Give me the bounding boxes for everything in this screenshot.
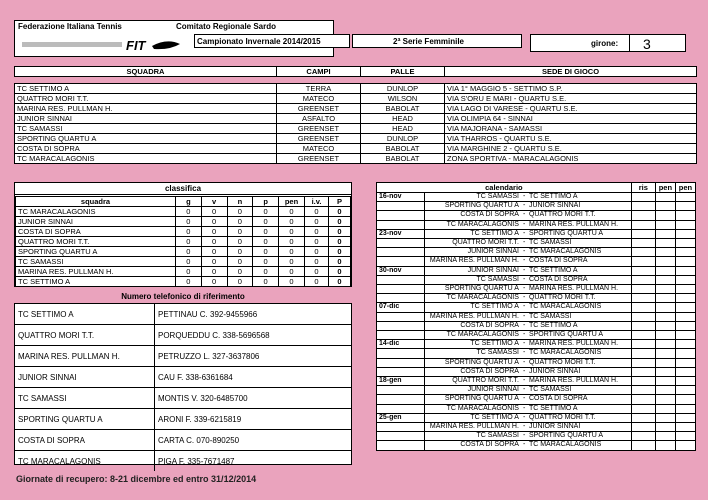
- pen-cell: [675, 211, 695, 220]
- home-team: TC SAMASSI: [425, 193, 521, 202]
- result-cell: [631, 294, 655, 303]
- away-team: MARINA RES. PULLMAN H.: [527, 220, 631, 229]
- calendar-row: [377, 367, 696, 376]
- result-cell: [631, 413, 655, 422]
- pen-cell: [655, 193, 675, 202]
- calendar-row: [377, 395, 696, 404]
- result-cell: [631, 202, 655, 211]
- home-team: TC SETTIMO A: [425, 303, 521, 312]
- pen-cell: [655, 321, 675, 330]
- separator: -: [522, 294, 526, 302]
- phone-row: JUNIOR SINNAI CAU F. 338-6361684: [15, 366, 351, 387]
- calendar-row: [377, 386, 696, 395]
- group-box: [530, 34, 686, 52]
- calendar-row: [377, 275, 696, 284]
- group-label: girone:: [591, 39, 619, 48]
- away-team: QUATTRO MORI T.T.: [527, 294, 631, 303]
- pen-cell: [675, 321, 695, 330]
- result-cell: [631, 358, 655, 367]
- calendar-row: [377, 432, 696, 441]
- home-team: JUNIOR SINNAI: [425, 266, 521, 275]
- away-team: TC SETTIMO A: [527, 321, 631, 330]
- match-date: [377, 248, 425, 257]
- table-row: SPORTING QUARTU A 0 0 0 0 0 0 0: [16, 247, 351, 257]
- pen-cell: [675, 275, 695, 284]
- pen-cell: [655, 413, 675, 422]
- calendar-row: [377, 340, 696, 349]
- result-cell: [631, 275, 655, 284]
- away-team: SPORTING QUARTU A: [527, 229, 631, 238]
- separator: -: [522, 395, 526, 403]
- pen-cell: [655, 239, 675, 248]
- pen-cell: [675, 432, 695, 441]
- pen-cell: [675, 220, 695, 229]
- result-cell: [631, 312, 655, 321]
- recovery-note: Giornate di recupero: 8-21 dicembre ed entro 31/12/2014: [16, 474, 257, 484]
- home-team: QUATTRO MORI T.T.: [425, 239, 521, 248]
- pen-cell: [675, 413, 695, 422]
- series-label: 2ª Serie Femminile: [393, 37, 464, 46]
- teams-table: [14, 66, 697, 177]
- st-col-squadra: squadra: [16, 197, 176, 207]
- separator: -: [522, 303, 526, 311]
- away-team: JUNIOR SINNAI: [527, 367, 631, 376]
- pen-cell: [655, 202, 675, 211]
- phone-row: MARINA RES. PULLMAN H. PETRUZZO L. 327-3637806: [15, 345, 351, 366]
- result-cell: [631, 257, 655, 266]
- phone-row: TC MARACALAGONIS PIGA F. 335-7671487: [15, 450, 351, 471]
- separator: -: [522, 285, 526, 293]
- phone-row: SPORTING QUARTU A ARONI F. 339-6215819: [15, 408, 351, 429]
- home-team: MARINA RES. PULLMAN H.: [425, 312, 521, 321]
- separator: -: [522, 193, 526, 200]
- calendar-row: [377, 312, 696, 321]
- separator: -: [522, 239, 526, 247]
- phones-panel: [14, 303, 352, 465]
- result-cell: [631, 377, 655, 386]
- pen-cell: [655, 441, 675, 450]
- pen-cell: [655, 294, 675, 303]
- away-team: TC SETTIMO A: [527, 193, 631, 202]
- pen-cell: [675, 202, 695, 211]
- match-date: [377, 285, 425, 294]
- result-cell: [631, 303, 655, 312]
- away-team: TC MARACALAGONIS: [527, 303, 631, 312]
- home-team: SPORTING QUARTU A: [425, 202, 521, 211]
- phone-row: TC SETTIMO A PETTINAU C. 392-9455966: [15, 304, 351, 324]
- group-value: 3: [643, 36, 651, 52]
- table-row: JUNIOR SINNAI ASFALTO HEAD VIA OLIMPIA 64 - SINNAI: [15, 114, 697, 124]
- series-box: [352, 34, 522, 48]
- match-date: [377, 404, 425, 413]
- calendar-row: [377, 377, 696, 386]
- home-team: TC SETTIMO A: [425, 340, 521, 349]
- calendar-row: [377, 211, 696, 220]
- pen-cell: [675, 229, 695, 238]
- separator: -: [522, 423, 526, 431]
- match-date: [377, 432, 425, 441]
- result-cell: [631, 367, 655, 376]
- home-team: TC MARACALAGONIS: [425, 294, 521, 303]
- standings-panel: [14, 182, 352, 287]
- separator: -: [522, 229, 526, 237]
- home-team: TC SETTIMO A: [425, 229, 521, 238]
- separator: -: [522, 312, 526, 320]
- col-palle: PALLE: [361, 67, 445, 77]
- pen-cell: [655, 312, 675, 321]
- pen-cell: [675, 349, 695, 358]
- separator: -: [522, 211, 526, 219]
- federation-title: Federazione Italiana Tennis: [18, 22, 122, 31]
- st-col-p: p: [253, 197, 279, 207]
- result-cell: [631, 331, 655, 340]
- calendar-row: [377, 202, 696, 211]
- separator: -: [522, 377, 526, 385]
- calendar-row: [377, 413, 696, 422]
- home-team: TC MARACALAGONIS: [425, 404, 521, 413]
- table-row: TC SETTIMO A TERRA DUNLOP VIA 1° MAGGIO 5 - SETTIMO S.P.: [15, 84, 697, 94]
- away-team: SPORTING QUARTU A: [527, 331, 631, 340]
- away-team: TC MARACALAGONIS: [527, 248, 631, 257]
- phone-row: COSTA DI SOPRA CARTA C. 070-890250: [15, 429, 351, 450]
- pen-cell: [675, 340, 695, 349]
- phone-row: QUATTRO MORI T.T. PORQUEDDU C. 338-5696568: [15, 324, 351, 345]
- table-row: TC SAMASSI GREENSET HEAD VIA MAJORANA - SAMASSI: [15, 124, 697, 134]
- match-date: 07-dic: [377, 303, 425, 312]
- cal-col-ris: ris: [631, 183, 655, 193]
- pen-cell: [675, 294, 695, 303]
- table-row: JUNIOR SINNAI 0 0 0 0 0 0 0: [16, 217, 351, 227]
- pen-cell: [675, 423, 695, 432]
- table-row: TC MARACALAGONIS GREENSET BABOLAT ZONA SPORTIVA - MARACALAGONIS: [15, 154, 697, 164]
- calendar-row: [377, 220, 696, 229]
- match-date: [377, 202, 425, 211]
- table-row: COSTA DI SOPRA 0 0 0 0 0 0 0: [16, 227, 351, 237]
- table-row: TC SETTIMO A 0 0 0 0 0 0 0: [16, 277, 351, 287]
- pen-cell: [655, 331, 675, 340]
- match-date: [377, 294, 425, 303]
- match-date: [377, 386, 425, 395]
- match-date: [377, 312, 425, 321]
- separator: -: [522, 358, 526, 366]
- separator: -: [522, 202, 526, 210]
- calendar-panel: [376, 182, 696, 474]
- cal-col-pen1: pen: [655, 183, 675, 193]
- home-team: SPORTING QUARTU A: [425, 358, 521, 367]
- st-col-n: n: [227, 197, 253, 207]
- result-cell: [631, 321, 655, 330]
- calendar-row: [377, 423, 696, 432]
- match-date: [377, 239, 425, 248]
- pen-cell: [675, 285, 695, 294]
- pen-cell: [675, 358, 695, 367]
- pen-cell: [655, 395, 675, 404]
- pen-cell: [655, 423, 675, 432]
- pen-cell: [655, 266, 675, 275]
- away-team: TC SAMASSI: [527, 386, 631, 395]
- group-value-box: [629, 34, 686, 52]
- st-col-iv: i.v.: [305, 197, 329, 207]
- pen-cell: [675, 257, 695, 266]
- cal-col-pen2: pen: [675, 183, 695, 193]
- pen-cell: [655, 377, 675, 386]
- home-team: COSTA DI SOPRA: [425, 441, 521, 450]
- away-team: TC SETTIMO A: [527, 404, 631, 413]
- calendar-row: [377, 248, 696, 257]
- calendar-row: [377, 358, 696, 367]
- fit-logo: [22, 38, 182, 52]
- standings-title: classifica: [15, 183, 351, 195]
- home-team: QUATTRO MORI T.T.: [425, 377, 521, 386]
- separator: -: [522, 220, 526, 228]
- championship-box: [194, 34, 350, 48]
- match-date: [377, 349, 425, 358]
- match-date: 16-nov: [377, 193, 425, 202]
- calendar-row: [377, 349, 696, 358]
- st-col-pen: pen: [279, 197, 305, 207]
- separator: -: [522, 386, 526, 394]
- calendar-row: [377, 257, 696, 266]
- calendar-row: [377, 303, 696, 312]
- separator: -: [522, 413, 526, 421]
- match-date: [377, 358, 425, 367]
- result-cell: [631, 340, 655, 349]
- pen-cell: [675, 239, 695, 248]
- col-squadra: SQUADRA: [15, 67, 277, 77]
- away-team: TC SAMASSI: [527, 239, 631, 248]
- separator: -: [522, 340, 526, 348]
- away-team: SPORTING QUARTU A: [527, 432, 631, 441]
- result-cell: [631, 229, 655, 238]
- table-row: TC SAMASSI 0 0 0 0 0 0 0: [16, 257, 351, 267]
- result-cell: [631, 285, 655, 294]
- home-team: COSTA DI SOPRA: [425, 367, 521, 376]
- pen-cell: [675, 441, 695, 450]
- calendar-row: [377, 266, 696, 275]
- phones-title: Numero telefonico di riferimento: [121, 292, 245, 301]
- result-cell: [631, 432, 655, 441]
- separator: -: [522, 404, 526, 412]
- match-date: [377, 321, 425, 330]
- match-date: 23-nov: [377, 229, 425, 238]
- calendar-row: [377, 193, 696, 202]
- result-cell: [631, 386, 655, 395]
- away-team: QUATTRO MORI T.T.: [527, 211, 631, 220]
- result-cell: [631, 349, 655, 358]
- home-team: TC MARACALAGONIS: [425, 331, 521, 340]
- away-team: TC MARACALAGONIS: [527, 441, 631, 450]
- table-row: QUATTRO MORI T.T. MATECO WILSON VIA S'ORU E MARI - QUARTU S.E.: [15, 94, 697, 104]
- separator: -: [522, 349, 526, 357]
- calendar-row: [377, 285, 696, 294]
- st-col-g: g: [176, 197, 202, 207]
- table-row: MARINA RES. PULLMAN H. GREENSET BABOLAT VIA LAGO DI VARESE - QUARTU S.E.: [15, 104, 697, 114]
- pen-cell: [655, 248, 675, 257]
- pen-cell: [675, 303, 695, 312]
- match-date: [377, 331, 425, 340]
- pen-cell: [655, 220, 675, 229]
- separator: -: [522, 432, 526, 440]
- table-row: MARINA RES. PULLMAN H. 0 0 0 0 0 0 0: [16, 267, 351, 277]
- match-date: [377, 211, 425, 220]
- result-cell: [631, 404, 655, 413]
- away-team: MARINA RES. PULLMAN H.: [527, 285, 631, 294]
- separator: -: [522, 321, 526, 329]
- match-date: [377, 275, 425, 284]
- home-team: SPORTING QUARTU A: [425, 395, 521, 404]
- committee-title: Comitato Regionale Sardo: [176, 22, 277, 31]
- pen-cell: [655, 275, 675, 284]
- away-team: QUATTRO MORI T.T.: [527, 413, 631, 422]
- st-col-v: v: [201, 197, 227, 207]
- separator: -: [522, 441, 526, 449]
- calendar-row: [377, 441, 696, 450]
- home-team: SPORTING QUARTU A: [425, 285, 521, 294]
- table-row: TC MARACALAGONIS 0 0 0 0 0 0 0: [16, 207, 351, 217]
- pen-cell: [675, 395, 695, 404]
- pen-cell: [655, 303, 675, 312]
- home-team: JUNIOR SINNAI: [425, 386, 521, 395]
- match-date: 14-dic: [377, 340, 425, 349]
- away-team: COSTA DI SOPRA: [527, 275, 631, 284]
- pen-cell: [655, 211, 675, 220]
- phone-row: TC SAMASSI MONTIS V. 320-6485700: [15, 387, 351, 408]
- pen-cell: [655, 349, 675, 358]
- home-team: TC SAMASSI: [425, 275, 521, 284]
- match-date: [377, 395, 425, 404]
- home-team: TC SETTIMO A: [425, 413, 521, 422]
- away-team: TC MARACALAGONIS: [527, 349, 631, 358]
- col-sede: SEDE DI GIOCO: [445, 67, 697, 77]
- match-date: 18-gen: [377, 377, 425, 386]
- col-campi: CAMPI: [277, 67, 361, 77]
- calendar-row: [377, 229, 696, 238]
- away-team: JUNIOR SINNAI: [527, 202, 631, 211]
- pen-cell: [655, 229, 675, 238]
- pen-cell: [675, 404, 695, 413]
- result-cell: [631, 395, 655, 404]
- pen-cell: [655, 432, 675, 441]
- home-team: MARINA RES. PULLMAN H.: [425, 257, 521, 266]
- pen-cell: [675, 266, 695, 275]
- match-date: [377, 367, 425, 376]
- calendar-row: [377, 321, 696, 330]
- pen-cell: [655, 358, 675, 367]
- pen-cell: [675, 386, 695, 395]
- pen-cell: [675, 312, 695, 321]
- pen-cell: [675, 367, 695, 376]
- separator: -: [522, 248, 526, 256]
- separator: -: [522, 331, 526, 339]
- away-team: COSTA DI SOPRA: [527, 257, 631, 266]
- match-date: [377, 441, 425, 450]
- away-team: QUATTRO MORI T.T.: [527, 358, 631, 367]
- home-team: MARINA RES. PULLMAN H.: [425, 423, 521, 432]
- home-team: COSTA DI SOPRA: [425, 211, 521, 220]
- match-date: [377, 423, 425, 432]
- result-cell: [631, 239, 655, 248]
- pen-cell: [655, 386, 675, 395]
- fit-logo-text: FIT: [126, 38, 146, 52]
- result-cell: [631, 423, 655, 432]
- away-team: MARINA RES. PULLMAN H.: [527, 340, 631, 349]
- home-team: TC SAMASSI: [425, 432, 521, 441]
- result-cell: [631, 266, 655, 275]
- pen-cell: [675, 331, 695, 340]
- pen-cell: [675, 377, 695, 386]
- match-date: 25-gen: [377, 413, 425, 422]
- result-cell: [631, 211, 655, 220]
- home-team: COSTA DI SOPRA: [425, 321, 521, 330]
- away-team: JUNIOR SINNAI: [527, 423, 631, 432]
- table-row: QUATTRO MORI T.T. 0 0 0 0 0 0 0: [16, 237, 351, 247]
- separator: -: [522, 367, 526, 375]
- separator: -: [522, 275, 526, 283]
- pen-cell: [655, 285, 675, 294]
- pen-cell: [675, 193, 695, 202]
- match-date: [377, 220, 425, 229]
- table-row: COSTA DI SOPRA MATECO BABOLAT VIA MARGHINE 2 - QUARTU S.E.: [15, 144, 697, 154]
- away-team: MARINA RES. PULLMAN H.: [527, 377, 631, 386]
- away-team: TC SAMASSI: [527, 312, 631, 321]
- pen-cell: [655, 404, 675, 413]
- match-date: [377, 257, 425, 266]
- pen-cell: [655, 257, 675, 266]
- pen-cell: [655, 367, 675, 376]
- pen-cell: [655, 340, 675, 349]
- calendar-row: [377, 239, 696, 248]
- result-cell: [631, 248, 655, 257]
- away-team: TC SETTIMO A: [527, 266, 631, 275]
- calendar-title: calendario: [377, 183, 632, 193]
- separator: -: [522, 266, 526, 274]
- st-col-points: P: [329, 197, 351, 207]
- home-team: TC SAMASSI: [425, 349, 521, 358]
- championship-label: Campionato Invernale 2014/2015: [197, 37, 321, 46]
- match-date: 30-nov: [377, 266, 425, 275]
- result-cell: [631, 441, 655, 450]
- home-team: JUNIOR SINNAI: [425, 248, 521, 257]
- home-team: TC MARACALAGONIS: [425, 220, 521, 229]
- away-team: COSTA DI SOPRA: [527, 395, 631, 404]
- pen-cell: [675, 248, 695, 257]
- table-row: SPORTING QUARTU A GREENSET DUNLOP VIA THARROS - QUARTU S.E.: [15, 134, 697, 144]
- calendar-row: [377, 294, 696, 303]
- result-cell: [631, 220, 655, 229]
- calendar-row: [377, 331, 696, 340]
- result-cell: [631, 193, 655, 202]
- calendar-row: [377, 404, 696, 413]
- separator: -: [522, 257, 526, 265]
